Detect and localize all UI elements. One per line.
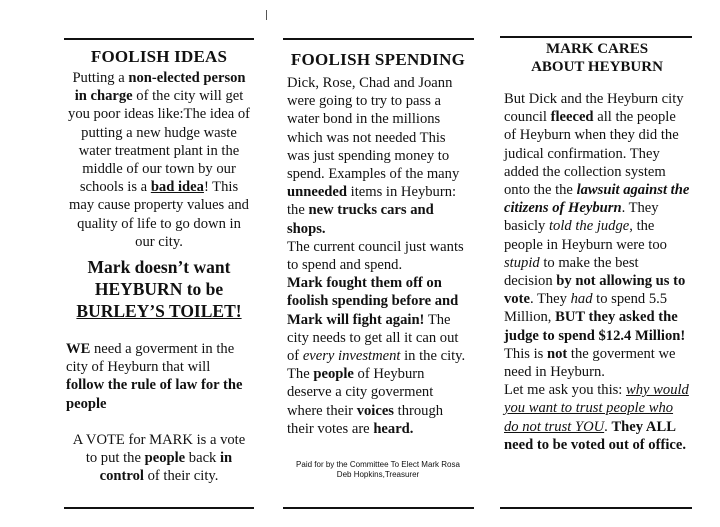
text: Let me ask you this:	[504, 382, 627, 399]
text: items in Heyburn: the	[287, 184, 457, 219]
text-bold: people	[144, 450, 186, 467]
text-bold-italic: lawsuit against the citizens of Heyburn	[504, 182, 690, 217]
text: of Heyburn deserve a city goverment where their	[287, 366, 434, 419]
text-italic: told the judge	[549, 218, 630, 235]
mark-cares-column	[504, 40, 690, 454]
foolish-ideas-column	[66, 47, 252, 485]
text: in the city. The	[287, 348, 466, 383]
text: The current council just wants to spend and spend.	[287, 238, 464, 274]
text: of their city.	[143, 468, 219, 485]
text: Dick, Rose, Chad and Joann were going to try to pass a water bond in the millions which was not needed This was just spending money to spend. Examples of the many	[287, 75, 460, 183]
text: But Dick and the Heyburn city council	[504, 91, 684, 126]
text: is a vote to put the	[85, 431, 246, 467]
toilet-slogan	[66, 256, 252, 322]
text-bold: unneeded	[287, 184, 348, 201]
title-line: ABOUT HEYBURN	[531, 59, 663, 75]
slogan-line: Mark doesn’t want HEYBURN to be	[87, 257, 231, 300]
text-bold: voices	[356, 402, 394, 419]
text-bold: not	[546, 345, 568, 362]
text-bold: follow the rule of law for the people	[66, 377, 243, 412]
spending-paragraph	[287, 74, 469, 438]
text-bold: heard.	[373, 420, 414, 437]
text: need a goverment in the city of Heyburn that will	[66, 341, 235, 376]
col3-bottom-rule	[500, 507, 692, 509]
text: Putting a	[72, 70, 129, 86]
rule-of-law-paragraph	[66, 340, 252, 413]
text-italic-underline: why would you want to trust people who do not trust YOU	[504, 382, 689, 435]
scan-mark	[266, 10, 267, 20]
text: A VOTE for MARK	[72, 431, 193, 448]
text-italic: stupid	[504, 254, 540, 271]
col2-bottom-rule	[283, 507, 474, 509]
text-bold: people	[313, 366, 354, 383]
text: the goverment we need in Heyburn.	[504, 345, 676, 381]
text: .	[604, 418, 612, 435]
title-line: MARK CARES	[545, 41, 649, 57]
text-bold: new trucks cars and shops.	[287, 202, 434, 237]
text-bold: Mark fought them off on foolish spending before and Mark will fight again!	[287, 275, 459, 328]
text: of the city will get you poor ideas like:The idea of putting a new hudge waste water treatment plant in the middle of our town by our schools is a	[68, 88, 250, 196]
col1-bottom-rule	[64, 507, 254, 509]
text-bold: fleeced	[550, 109, 594, 126]
text-italic: had	[570, 291, 593, 308]
vote-paragraph	[66, 431, 252, 486]
text: to spend 5.5 Million,	[504, 291, 668, 326]
text-bold: WE	[66, 341, 91, 358]
paid-for-notice	[287, 460, 469, 480]
text: ! This may cause property values and quality of life to go down in our city.	[69, 179, 249, 250]
text: . They basicly	[504, 200, 659, 235]
text: to make the best decision	[504, 254, 639, 290]
text-bold-underline: bad idea	[150, 179, 204, 196]
text: The city needs to get all it can out of	[287, 311, 459, 365]
mark-cares-title	[504, 40, 690, 76]
text: back	[185, 450, 220, 467]
foolish-spending-column	[287, 50, 469, 480]
text: all the people of Heyburn when they did the judical confirmation. They added the collection system onto the the	[504, 109, 679, 199]
foolish-ideas-paragraph	[66, 69, 252, 251]
text: through their votes are	[287, 402, 444, 437]
slogan-underlined: BURLEY’S TOILET!	[76, 301, 242, 322]
text: , the people in Heyburn were too	[504, 218, 667, 253]
foolish-ideas-title: FOOLISH IDEAS	[90, 47, 228, 66]
treasurer-line: Deb Hopkins,Treasurer	[336, 470, 420, 480]
text-bold: non-elected person in charge	[74, 70, 246, 105]
foolish-spending-title: FOOLISH SPENDING	[290, 50, 466, 69]
text: . They	[529, 291, 571, 308]
col2-top-rule	[283, 38, 474, 40]
text-bold: They ALL need to be voted out of office.	[504, 418, 686, 453]
mark-cares-paragraph	[504, 90, 690, 454]
text-bold: by not allowing us to vote	[504, 273, 686, 308]
text-bold: in control	[99, 450, 233, 485]
col3-top-rule	[500, 36, 692, 38]
text: This is	[504, 345, 547, 362]
col1-top-rule	[64, 38, 254, 40]
paid-line: Paid for by the Committee To Elect Mark Rosa	[296, 460, 460, 470]
text-bold: BUT they asked the judge to spend $12.4 Million!	[504, 309, 686, 344]
text-italic: every investment	[302, 348, 401, 365]
